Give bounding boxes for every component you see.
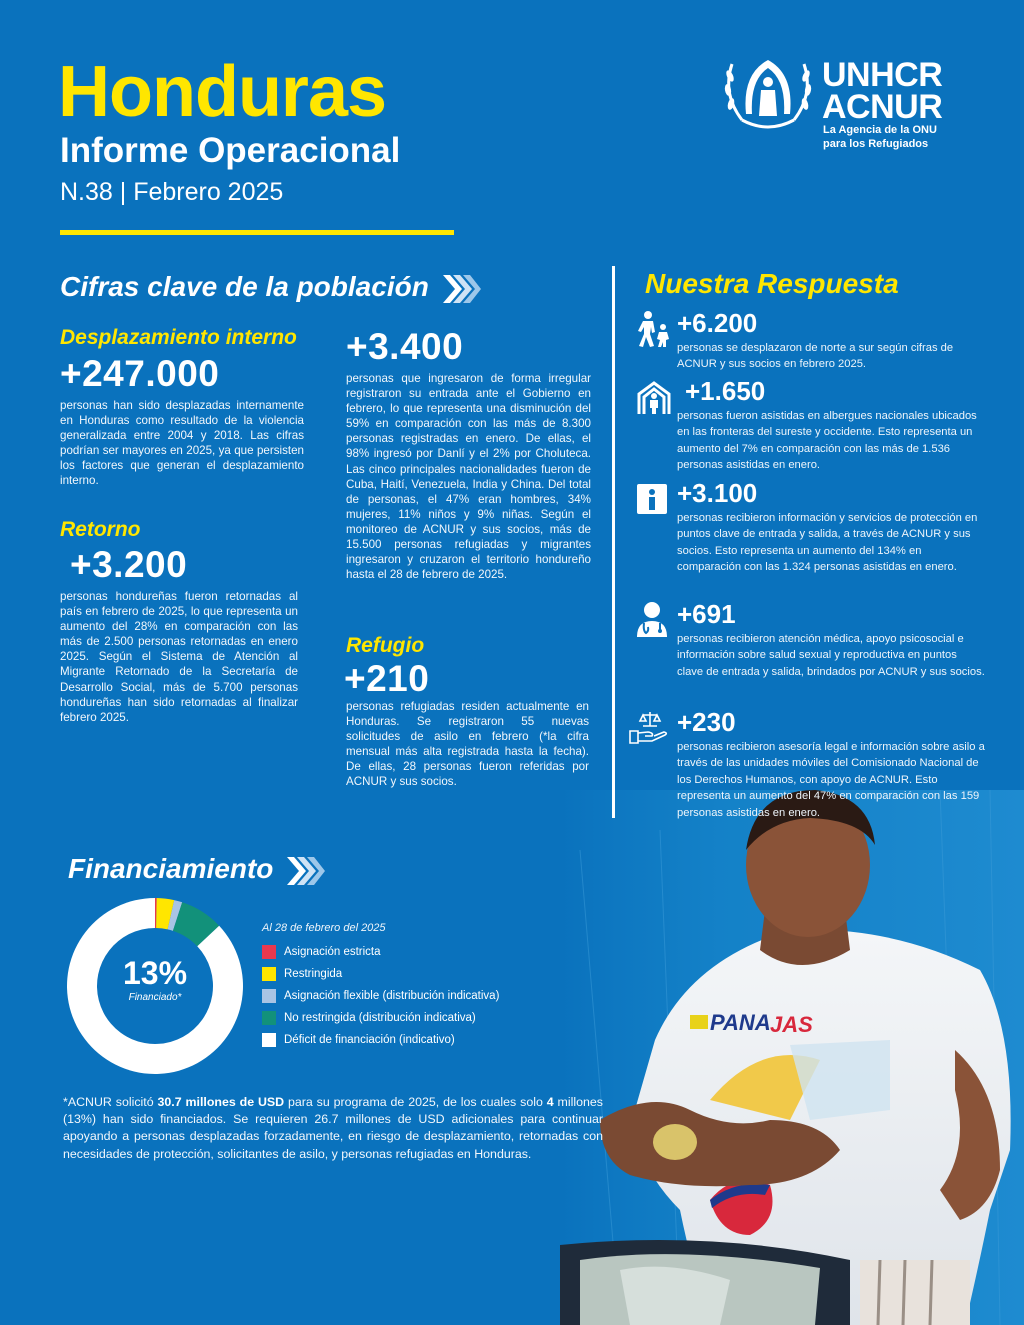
logo-tagline-line2: para los Refugiados: [823, 138, 929, 150]
shelter-icon: [635, 378, 673, 416]
logo-tagline-line1: La Agencia de la ONU: [823, 124, 937, 136]
legend-item: [262, 985, 562, 1007]
return-number: +3.200: [70, 544, 188, 585]
response-text: personas recibieron información y servicios de protección en puntos clave de entrada y salida, a través de ACNUR y sus socios. Esto representa un aumento del 134% en comparación con las 1.324 personas asistidas en enero.: [677, 512, 978, 574]
legend-label: Déficit de financiación (indicativo): [284, 1034, 455, 1046]
response-heading: Nuestra Respuesta: [645, 268, 899, 299]
legend-swatch: [262, 1033, 276, 1047]
funded-percentage: 13%: [122, 955, 188, 991]
info-icon: [635, 480, 673, 518]
response-item: [635, 599, 995, 699]
key-figures-heading-text: Cifras clave de la población: [60, 271, 429, 302]
funding-heading-text: Financiamiento: [68, 853, 274, 884]
funding-heading: [68, 852, 325, 887]
return-label: Retorno: [60, 518, 141, 541]
legend-item: [262, 1029, 562, 1051]
logo-acnur-text: ACNUR: [822, 88, 943, 126]
legend-swatch: [262, 989, 276, 1003]
column-divider: [612, 266, 615, 818]
legend-item: [262, 963, 562, 985]
legend-item: [262, 1007, 562, 1029]
response-number: +3.100: [677, 478, 758, 508]
legend-label: Restringida: [284, 968, 343, 980]
funding-requested-amount: 30.7 millones de USD: [157, 1095, 285, 1109]
refuge-text: personas refugiadas residen actualmente en Honduras. Se registraron 55 nuevas solicitudes de asilo en febrero (*la cifra mensual más alta registrada hasta la fecha). De ellas, 28 personas fueron referidas por ACNUR y sus socios.: [346, 700, 589, 789]
internal-displacement-text: personas han sido desplazadas internamente en Honduras como resultado de la violencia generalizada entre 2004 y 2018. Las cifras podrían ser mayores en 2025, ya que persisten los factores que generan el desplazamiento interno.: [60, 399, 304, 488]
response-text: personas fueron asistidas en albergues nacionales ubicados en las fronteras del sureste y occidente. Esto representa un aumento del 7% en comparación con las más de 1.536 personas asistidas en enero.: [677, 410, 977, 472]
report-title: Honduras: [58, 52, 387, 132]
response-item: [635, 308, 995, 378]
funding-date: Al 28 de febrero del 2025: [262, 922, 386, 934]
svg-text:JAS: JAS: [770, 1012, 813, 1037]
unhcr-emblem-icon: [720, 54, 816, 134]
return-text: personas hondureñas fueron retornadas al país en febrero de 2025, lo que representa un aumento del 28% en comparación con las más de 2.500 personas retornadas en enero 2025. Según el Sistema de Atención al Migrante Retornado de la Secretaría de Desarrollo Social, más de 5.700 personas hondureñas han sido retornadas al finalizar febrero 2025.: [60, 590, 298, 724]
response-text: personas recibieron atención médica, apoyo psicosocial e información sobre salud sexual y reproductiva en puntos clave de entrada y salida, brindados por ACNUR y sus socios.: [677, 633, 985, 678]
internal-displacement-number: +247.000: [60, 353, 220, 394]
walking-family-icon: [635, 310, 673, 348]
response-item: [635, 707, 995, 817]
chevron-right-icon: [285, 855, 325, 887]
unhcr-logo: [720, 52, 970, 152]
refuge-label: Refugio: [346, 634, 425, 657]
title-underline: [60, 230, 454, 235]
key-figures-heading: [60, 270, 481, 305]
response-number: +6.200: [677, 308, 758, 338]
internal-displacement-label: Desplazamiento interno: [60, 326, 297, 349]
response-text: personas se desplazaron de norte a sur según cifras de ACNUR y sus socios en febrero 2025.: [677, 342, 954, 371]
legend-label: No restringida (distribución indicativa): [284, 1012, 476, 1024]
doctor-icon: [635, 601, 673, 639]
photo-woman-cooking: [560, 790, 1024, 1325]
logo-unhcr-text: UNHCR: [822, 56, 943, 94]
funding-legend: [262, 921, 562, 1051]
funding-note: [63, 1094, 603, 1163]
response-number: +1.650: [685, 376, 766, 406]
legend-label: Asignación flexible (distribución indicativa): [284, 990, 500, 1002]
chevron-right-icon: [441, 273, 481, 305]
legend-item: [262, 941, 562, 963]
response-number: +230: [677, 707, 736, 737]
svg-text:PANA: PANA: [710, 1010, 771, 1035]
irregular-entry-number: +3.400: [346, 326, 464, 367]
irregular-entry-text: personas que ingresaron de forma irregular registraron su entrada ante el Gobierno en febrero, lo que representa una disminución del 59% en comparación con las más de 8.300 personas registradas en enero. De ellas, el 98% ingresó por Danlí y el 2% por Choluteca. Las cinco principales nacionalidades fueron de Cuba, Haití, Venezuela, India y China. Del total de personas, el 47% eran hombres, 34% mujeres, 11% niños y 9% niñas. Según el monitoreo de ACNUR y sus socios, más de 15.500 personas refugiadas y migrantes ingresaron y cruzaron el territorio hondureño hasta el 28 de febrero de 2025.: [346, 372, 591, 582]
logo-tagline: [823, 123, 983, 151]
legal-aid-icon: [625, 709, 669, 747]
legend-swatch: [262, 967, 276, 981]
response-item: [635, 376, 995, 476]
funding-received-amount: 4: [546, 1095, 554, 1109]
legend-swatch: [262, 945, 276, 959]
legend-swatch: [262, 1011, 276, 1025]
report-subtitle: Informe Operacional: [60, 131, 401, 170]
funding-donut-chart: [66, 897, 244, 1075]
report-issue: N.38 | Febrero 2025: [60, 178, 284, 206]
refuge-number: +210: [344, 658, 430, 699]
funding-note-mid: para su programa de 2025, de los cuales solo: [284, 1095, 547, 1109]
response-text: personas recibieron asesoría legal e información sobre asilo a través de las unidades móviles del Comisionado Nacional de los Derechos Humanos, con apoyo de ACNUR. Esto representa un aumento del 47% en comparación con las 159 personas asistidas en enero.: [677, 741, 985, 819]
funding-note-prefix: *ACNUR solicitó: [63, 1095, 158, 1109]
response-number: +691: [677, 599, 736, 629]
response-item: [635, 478, 995, 588]
legend-label: Asignación estricta: [284, 946, 381, 958]
funding-note-rest: millones (13%) han sido financiados. Se requieren 26.7 millones de USD adicionales para continuar apoyando a personas desplazadas forzadamente, en riesgo de desplazamiento, retornadas con necesidades de protección, solicitantes de asilo, y personas refugiadas en Honduras.: [63, 1095, 603, 1161]
funded-label: Financiado*: [128, 992, 182, 1003]
